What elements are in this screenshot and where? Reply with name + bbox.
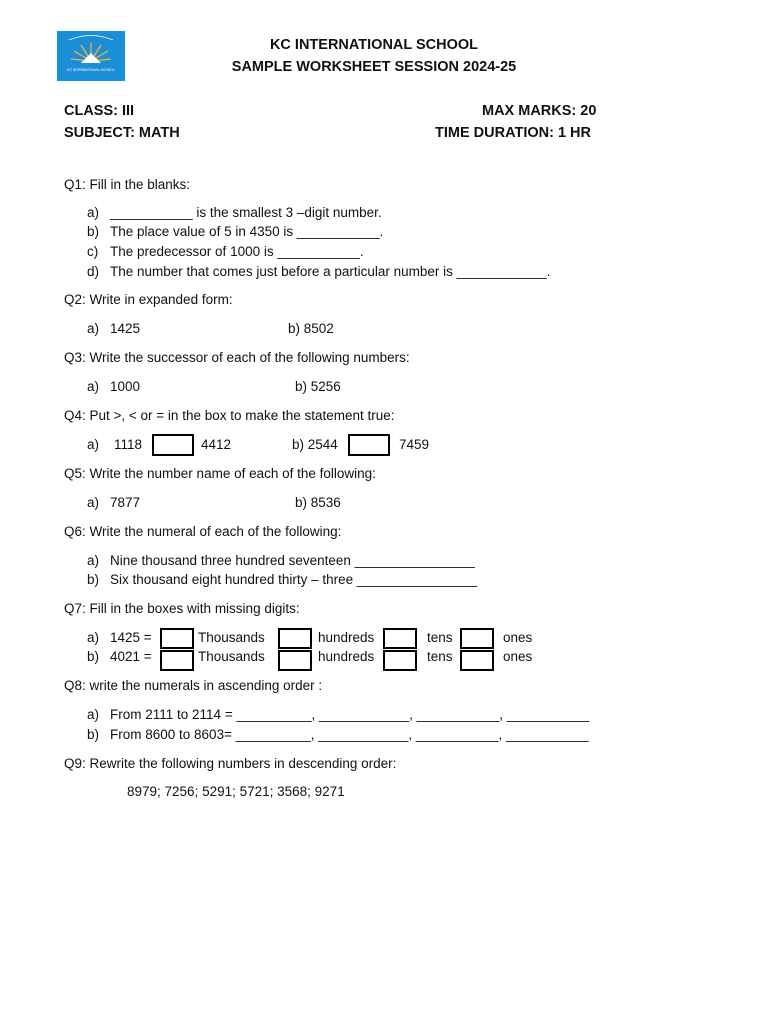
- q4-a-right: 4412: [201, 437, 232, 452]
- q1-b-label: b): [87, 224, 100, 239]
- q4-a-left: 1118: [114, 437, 143, 452]
- q4-title: Q4: Put >, < or = in the box to make the statement true:: [64, 408, 395, 423]
- q2-b-text: b) 8502: [288, 321, 334, 336]
- logo-text: KC INTERNATIONAL SCHOOL: [67, 68, 115, 72]
- q7-b-ones-label: ones: [503, 649, 533, 664]
- q4-b-right: 7459: [399, 437, 430, 452]
- q6-a-label: a): [87, 553, 100, 568]
- q8-b-label: b): [87, 727, 100, 742]
- q5-a-label: a): [87, 495, 100, 510]
- school-name: KC INTERNATIONAL SCHOOL: [269, 37, 479, 53]
- q7-b-tens-label: tens: [427, 649, 453, 664]
- q2-a-label: a): [87, 321, 100, 336]
- q7-b-label: b): [87, 649, 100, 664]
- q4-b-left: b) 2544: [292, 437, 338, 452]
- subject-label: SUBJECT: MATH: [64, 125, 180, 141]
- q5-b-text: b) 8536: [295, 495, 341, 510]
- session-title: SAMPLE WORKSHEET SESSION 2024-25: [231, 59, 517, 75]
- q1-c-label: c): [87, 244, 99, 259]
- q6-b-label: b): [87, 572, 100, 587]
- q1-a-text: ___________ is the smallest 3 –digit number.: [110, 205, 382, 220]
- q8-a-text: From 2111 to 2114 = __________, ____________, ___________, ___________: [110, 707, 590, 722]
- q7-b-ones-box[interactable]: [460, 650, 494, 671]
- q1-a-label: a): [87, 205, 100, 220]
- q7-a-label: a): [87, 630, 100, 645]
- q5-a-value: 7877: [110, 495, 141, 510]
- q4-a-answer-box[interactable]: [152, 434, 194, 456]
- q1-b-text: The place value of 5 in 4350 is ___________.: [110, 224, 384, 239]
- q7-a-ones-box[interactable]: [460, 628, 494, 649]
- q7-a-thousands-box[interactable]: [160, 628, 194, 649]
- q4-b-answer-box[interactable]: [348, 434, 390, 456]
- q4-a-label: a): [87, 437, 100, 452]
- q7-a-number: 1425 =: [110, 630, 152, 645]
- q8-a-label: a): [87, 707, 100, 722]
- q7-a-tens-box[interactable]: [383, 628, 417, 649]
- q6-a-text: Nine thousand three hundred seventeen ________________: [110, 553, 475, 568]
- q2-title: Q2: Write in expanded form:: [64, 292, 233, 307]
- q7-b-tens-box[interactable]: [383, 650, 417, 671]
- q7-a-thousands-label: Thousands: [198, 630, 265, 645]
- q7-a-ones-label: ones: [503, 630, 533, 645]
- q1-d-label: d): [87, 264, 100, 279]
- max-marks-label: MAX MARKS: 20: [482, 103, 597, 119]
- q7-b-hundreds-box[interactable]: [278, 650, 312, 671]
- q3-a-label: a): [87, 379, 100, 394]
- q7-b-hundreds-label: hundreds: [318, 649, 375, 664]
- q7-title: Q7: Fill in the boxes with missing digits:: [64, 601, 300, 616]
- q8-title: Q8: write the numerals in ascending order :: [64, 678, 323, 693]
- q6-b-text: Six thousand eight hundred thirty – three ________________: [110, 572, 478, 587]
- q8-b-text: From 8600 to 8603= __________, ____________, ___________, ___________: [110, 727, 589, 742]
- q7-b-number: 4021 =: [110, 649, 152, 664]
- q7-a-tens-label: tens: [427, 630, 453, 645]
- q1-title: Q1: Fill in the blanks:: [64, 177, 191, 192]
- class-label: CLASS: III: [64, 103, 135, 119]
- q2-a-value: 1425: [110, 321, 141, 336]
- q7-b-thousands-box[interactable]: [160, 650, 194, 671]
- time-duration-label: TIME DURATION: 1 HR: [435, 125, 592, 141]
- q1-c-text: The predecessor of 1000 is ___________.: [110, 244, 364, 259]
- q1-d-text: The number that comes just before a particular number is ____________.: [110, 264, 551, 279]
- q6-title: Q6: Write the numeral of each of the following:: [64, 524, 342, 539]
- q3-a-value: 1000: [110, 379, 141, 394]
- q9-numbers: 8979; 7256; 5291; 5721; 3568; 9271: [127, 784, 345, 799]
- q9-title: Q9: Rewrite the following numbers in descending order:: [64, 756, 397, 771]
- q3-title: Q3: Write the successor of each of the following numbers:: [64, 350, 410, 365]
- q7-a-hundreds-label: hundreds: [318, 630, 375, 645]
- q7-a-hundreds-box[interactable]: [278, 628, 312, 649]
- q3-b-text: b) 5256: [295, 379, 341, 394]
- q5-title: Q5: Write the number name of each of the following:: [64, 466, 376, 481]
- q7-b-thousands-label: Thousands: [198, 649, 265, 664]
